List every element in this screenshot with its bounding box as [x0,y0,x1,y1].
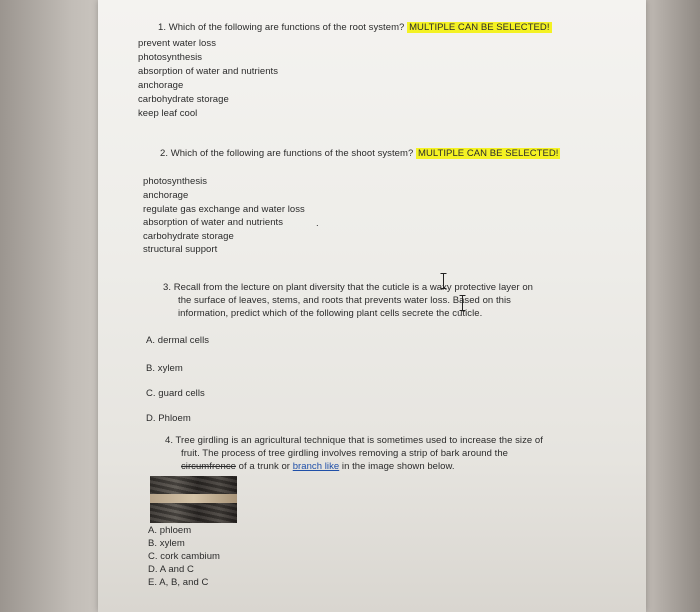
q1-option-6[interactable]: keep leaf cool [138,108,198,119]
stray-mark: . [316,218,319,229]
q1-option-1[interactable]: prevent water loss [138,38,216,49]
q3-option-a[interactable]: A. dermal cells [146,335,210,346]
q4-option-c[interactable]: C. cork cambium [148,551,221,562]
q4-misspelled-word: circumfrence [181,461,236,472]
q4-option-e[interactable]: E. A, B, and C [148,577,209,588]
q4-line-3-text-a: of a trunk or [235,461,293,472]
q1-option-4[interactable]: anchorage [138,80,184,91]
q2-option-6[interactable]: structural support [143,244,218,255]
q3-option-b[interactable]: B. xylem [146,363,183,374]
q2-option-4[interactable]: absorption of water and nutrients [143,217,284,228]
q3-line-3: information, predict which of the following plant cells secrete the cuticle. [178,308,483,319]
q2-option-1[interactable]: photosynthesis [143,176,208,187]
q4-line-1: 4. Tree girdling is an agricultural technique that is sometimes used to increase the size of [165,435,543,446]
text-cursor-icon-2 [459,295,466,311]
q3-line-1: 3. Recall from the lecture on plant diversity that the cuticle is a waxy protective layer on [163,282,533,293]
text-cursor-icon [440,273,447,289]
q1-option-5[interactable]: carbohydrate storage [138,94,229,105]
q4-branch-link[interactable]: branch like [292,461,340,472]
q1-multiple-tag: MULTIPLE CAN BE SELECTED! [409,22,550,33]
q2-question-text: 2. Which of the following are functions of the shoot system? [160,148,414,159]
q1-option-2[interactable]: photosynthesis [138,52,203,63]
q2-question [160,147,560,161]
q2-option-2[interactable]: anchorage [143,190,189,201]
girdled-bark-strip [150,494,237,503]
q2-multiple-tag: MULTIPLE CAN BE SELECTED! [418,148,559,159]
q4-option-a[interactable]: A. phloem [148,525,192,536]
q2-option-3[interactable]: regulate gas exchange and water loss [143,204,305,215]
q4-option-d[interactable]: D. A and C [148,564,194,575]
q4-line-3 [181,460,455,474]
q1-question [158,21,552,35]
q3-line-2: the surface of leaves, stems, and roots that prevents water loss. Based on this [178,295,511,306]
q3-option-d[interactable]: D. Phloem [146,413,191,424]
q1-question-text: 1. Which of the following are functions of the root system? [158,22,405,33]
q3-option-c[interactable]: C. guard cells [146,388,205,399]
q4-line-3-text-b: in the image shown below. [339,461,455,472]
q4-option-b[interactable]: B. xylem [148,538,185,549]
q1-option-3[interactable]: absorption of water and nutrients [138,66,279,77]
q4-line-2: fruit. The process of tree girdling involves removing a strip of bark around the [181,448,508,459]
q2-option-5[interactable]: carbohydrate storage [143,231,234,242]
